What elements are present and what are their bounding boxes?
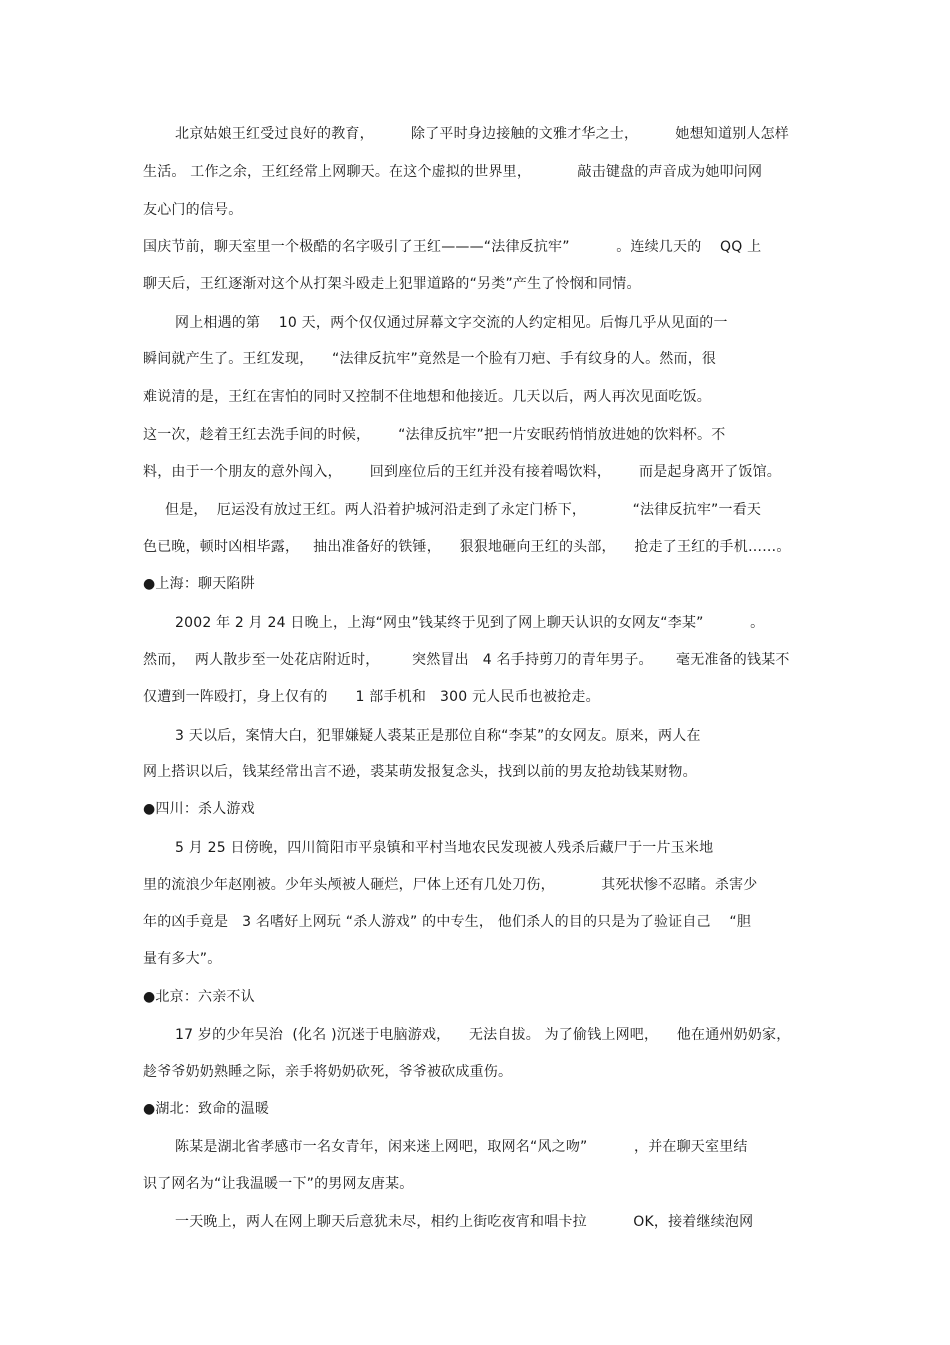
text-line: 友心门的信号。 (143, 202, 243, 218)
text-line: 17 岁的少年吴治 (化名 )沉迷于电脑游戏， 无法自拔。 为了偷钱上网吧， 他在通州奶奶家， (175, 1027, 791, 1043)
text-line: 陈某是湖北省孝感市一名女青年，闲来迷上网吧，取网名“风之吻” ，并在聊天室里结 (175, 1139, 748, 1155)
text-line: 这一次，趁着王红去洗手间的时候， “法律反抗牢”把一片安眠药悄悄放进她的饮料杯。不 (143, 427, 726, 443)
text-line: 一天晚上，两人在网上聊天后意犹未尽，相约上街吃夜宵和唱卡拉 OK，接着继续泡网 (175, 1214, 754, 1230)
text-line: 国庆节前，聊天室里一个极酷的名字吸引了王红———“法律反抗牢” 。连续几天的 QQ 上 (143, 239, 762, 255)
text-line: 里的流浪少年赵刚被。少年头颅被人砸烂，尸体上还有几处刀伤， 其死状惨不忍睹。杀害少 (143, 877, 758, 893)
text-line: 识了网名为“让我温暖一下”的男网友唐某。 (143, 1176, 414, 1192)
text-line: 年的凶手竟是 3 名嗜好上网玩 “杀人游戏” 的中专生， 他们杀人的目的只是为了验证自己 “胆 (143, 914, 752, 930)
section-heading: ●湖北：致命的温暖 (143, 1101, 270, 1117)
text-line: 网上相遇的第 10 天，两个仅仅通过屏幕文字交流的人约定相见。后悔几乎从见面的一 (175, 315, 728, 331)
text-line: 5 月 25 日傍晚，四川简阳市平泉镇和平村当地农民发现被人残杀后藏尸于一片玉米地 (175, 840, 714, 856)
text-line: 3 天以后，案情大白，犯罪嫌疑人裘某正是那位自称“李某”的女网友。原来，两人在 (175, 728, 701, 744)
text-line: 聊天后，王红逐渐对这个从打架斗殴走上犯罪道路的“另类”产生了怜悯和同情。 (143, 276, 641, 292)
text-line: 然而， 两人散步至一处花店附近时， 突然冒出 4 名手持剪刀的青年男子。 毫无准备的钱某不 (143, 652, 790, 668)
text-line: 网上搭识以后，钱某经常出言不逊，裘某萌发报复念头，找到以前的男友抢劫钱某财物。 (143, 764, 697, 780)
text-line: 趁爷爷奶奶熟睡之际，亲手将奶奶砍死，爷爷被砍成重伤。 (143, 1064, 513, 1080)
section-heading: ●上海：聊天陷阱 (143, 576, 255, 592)
text-line: 但是， 厄运没有放过王红。两人沿着护城河沿走到了永定门桥下， “法律反抗牢”一看天 (165, 502, 762, 518)
section-heading: ●北京：六亲不认 (143, 989, 255, 1005)
text-line: 料，由于一个朋友的意外闯入， 回到座位后的王红并没有接着喝饮料， 而是起身离开了饭馆。 (143, 464, 781, 480)
text-line: 北京姑娘王红受过良好的教育， 除了平时身边接触的文雅才华之士， 她想知道别人怎样 (175, 126, 790, 142)
text-line: 色已晚，顿时凶相毕露， 抽出准备好的铁锤， 狠狠地砸向王红的头部， 抢走了王红的手机……。 (143, 539, 791, 555)
section-heading: ●四川：杀人游戏 (143, 801, 255, 817)
text-line: 2002 年 2 月 24 日晚上，上海“网虫”钱某终于见到了网上聊天认识的女网友“李某” 。 (175, 615, 765, 631)
text-line: 量有多大”。 (143, 951, 222, 967)
text-line: 瞬间就产生了。王红发现， “法律反抗牢”竟然是一个脸有刀疤、手有纹身的人。然而，很 (143, 351, 717, 367)
text-line: 难说清的是，王红在害怕的同时又控制不住地想和他接近。几天以后，两人再次见面吃饭。 (143, 389, 711, 405)
text-line: 生活。 工作之余，王红经常上网聊天。在这个虚拟的世界里， 敲击键盘的声音成为她叩问网 (143, 164, 763, 180)
text-line: 仅遭到一阵殴打，身上仅有的 1 部手机和 300 元人民币也被抢走。 (143, 689, 600, 705)
